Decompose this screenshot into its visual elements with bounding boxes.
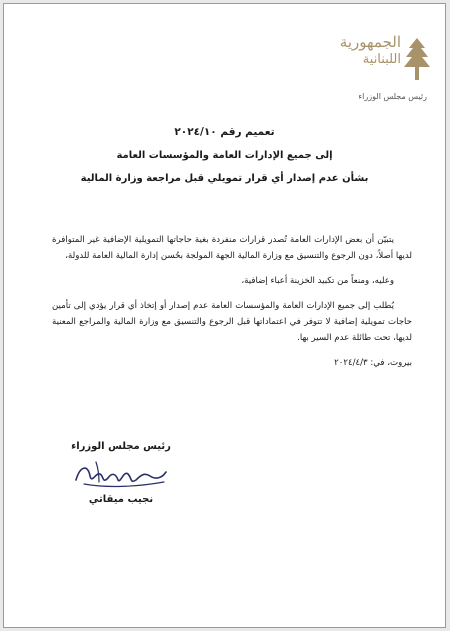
body-paragraph-3: يُطلب إلى جميع الإدارات العامة والمؤسسات العامة عدم إصدار أو إتخاذ أي قرار يؤدي إلى تأمين حاجات تمويلية إضافية لا تتوفر في اعتماداتها قبل الرجوع والتنسيق مع وزارة المالية والمراجع المعنية لديها، تحت طائلة عدم السير بها. [52, 301, 412, 343]
body-paragraph-2: وعليه، ومنعاً من تكبيد الخزينة أعباء إضافية، [241, 276, 394, 286]
emblem-line-2: اللبنانية [362, 52, 401, 67]
signature-title: رئيس مجلس الوزراء [71, 441, 171, 452]
letter-date: بيروت، في: ٢٠٢٤/٤/٣ [334, 358, 412, 368]
handwritten-signature [66, 454, 176, 494]
letter-body [52, 232, 412, 371]
emblem-line-1: الجمهورية [339, 33, 401, 51]
letterhead-office: رئيس مجلس الوزراء [358, 92, 427, 101]
circular-number: تعميم رقم ٢٠٢٤/١٠ [174, 126, 275, 138]
letterhead-logo [339, 33, 431, 101]
cedar-icon [403, 36, 431, 82]
addressee: إلى جميع الإدارات العامة والمؤسسات العامة [116, 150, 333, 161]
signatory-name: نجيب ميقاتي [88, 494, 154, 505]
subject-line: بشأن عدم إصدار أي قرار تمويلي قبل مراجعة وزارة المالية [80, 173, 369, 184]
document-page [3, 3, 446, 628]
body-paragraph-1: يتبيّن أن بعض الإدارات العامة تُصدر قرارات منفردة بغية حاجاتها التمويلية الإضافية غير المتوافرة لديها أصلاً، دون الرجوع والتنسيق مع وزارة المالية الجهة المولجة بحُسن إدارة المالية العامة للدولة، [52, 235, 412, 261]
signature-block [66, 441, 176, 505]
emblem-text [339, 33, 401, 68]
